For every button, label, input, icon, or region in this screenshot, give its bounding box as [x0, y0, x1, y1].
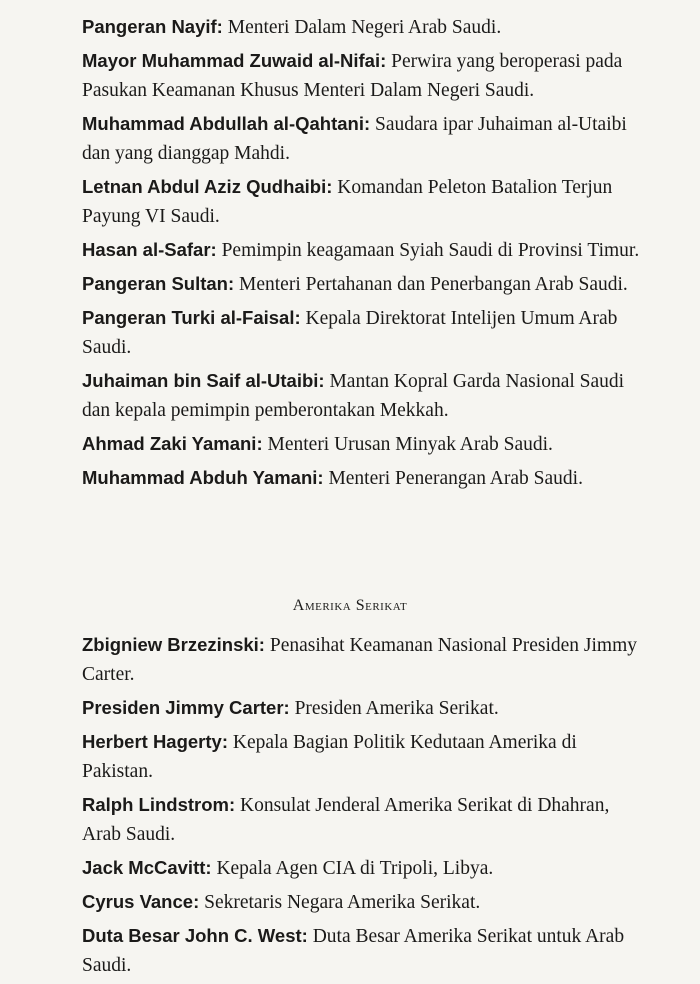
list-item	[82, 887, 642, 917]
list-item	[82, 12, 642, 42]
person-description: Konsulat Jenderal Amerika Serikat di Dhahran, Arab Saudi.	[82, 795, 610, 845]
list-item	[82, 46, 642, 105]
person-description: Saudara ipar Juhaiman al-Utaibi dan yang dianggap Mahdi.	[82, 114, 627, 164]
person-name: Muhammad Abduh Yamani:	[82, 467, 324, 488]
list-item	[82, 853, 642, 883]
person-name: Hasan al-Safar:	[82, 239, 217, 260]
person-name: Letnan Abdul Aziz Qudhaibi:	[82, 176, 333, 197]
person-name: Juhaiman bin Saif al-Utaibi:	[82, 370, 325, 391]
person-description: Menteri Dalam Negeri Arab Saudi.	[222, 17, 502, 38]
list-item	[82, 269, 642, 299]
person-name: Zbigniew Brzezinski:	[82, 634, 265, 655]
person-name: Pangeran Nayif:	[82, 16, 223, 37]
person-description: Menteri Pertahanan dan Penerbangan Arab Saudi.	[234, 274, 628, 295]
list-item	[82, 630, 642, 689]
list-item	[82, 235, 642, 265]
list-item	[82, 463, 642, 493]
person-description: Duta Besar Amerika Serikat untuk Arab Saudi.	[82, 926, 625, 976]
section-heading: Amerika Serikat	[292, 597, 408, 614]
person-name: Ralph Lindstrom:	[82, 794, 236, 815]
person-description: Penasihat Keamanan Nasional Presiden Jimmy Carter.	[82, 635, 638, 685]
list-item	[82, 693, 642, 723]
person-description: Kepala Agen CIA di Tripoli, Libya.	[211, 858, 494, 879]
list-item	[82, 429, 642, 459]
person-description: Menteri Penerangan Arab Saudi.	[323, 468, 583, 489]
list-item	[82, 172, 642, 231]
person-name: Cyrus Vance:	[82, 891, 200, 912]
person-name: Jack McCavitt:	[82, 857, 212, 878]
person-name: Mayor Muhammad Zuwaid al-Nifai:	[82, 50, 387, 71]
list-item	[82, 366, 642, 425]
list-item	[82, 303, 642, 362]
person-description: Mantan Kopral Garda Nasional Saudi dan kepala pemimpin pemberontakan Mekkah.	[82, 371, 625, 421]
person-description: Kepala Direktorat Intelijen Umum Arab Saudi.	[82, 308, 618, 358]
person-description: Pemimpin keagamaan Syiah Saudi di Provinsi Timur.	[216, 240, 640, 261]
person-description: Sekretaris Negara Amerika Serikat.	[199, 892, 481, 913]
usa-figures-list	[82, 630, 642, 984]
person-name: Pangeran Turki al-Faisal:	[82, 307, 301, 328]
person-name: Pangeran Sultan:	[82, 273, 235, 294]
person-description: Perwira yang beroperasi pada Pasukan Keamanan Khusus Menteri Dalam Negeri Saudi.	[82, 51, 623, 101]
list-item	[82, 790, 642, 849]
person-name: Ahmad Zaki Yamani:	[82, 433, 263, 454]
list-item	[82, 109, 642, 168]
list-item	[82, 727, 642, 786]
person-name: Herbert Hagerty:	[82, 731, 228, 752]
person-name: Muhammad Abdullah al-Qahtani:	[82, 113, 371, 134]
person-description: Menteri Urusan Minyak Arab Saudi.	[262, 434, 553, 455]
person-name: Presiden Jimmy Carter:	[82, 697, 290, 718]
list-item	[82, 921, 642, 980]
person-name: Duta Besar John C. West:	[82, 925, 308, 946]
person-description: Presiden Amerika Serikat.	[289, 698, 499, 719]
person-description: Kepala Bagian Politik Kedutaan Amerika di Pakistan.	[82, 732, 577, 782]
saudi-figures-list	[82, 12, 642, 497]
person-description: Komandan Peleton Batalion Terjun Payung VI Saudi.	[82, 177, 613, 227]
